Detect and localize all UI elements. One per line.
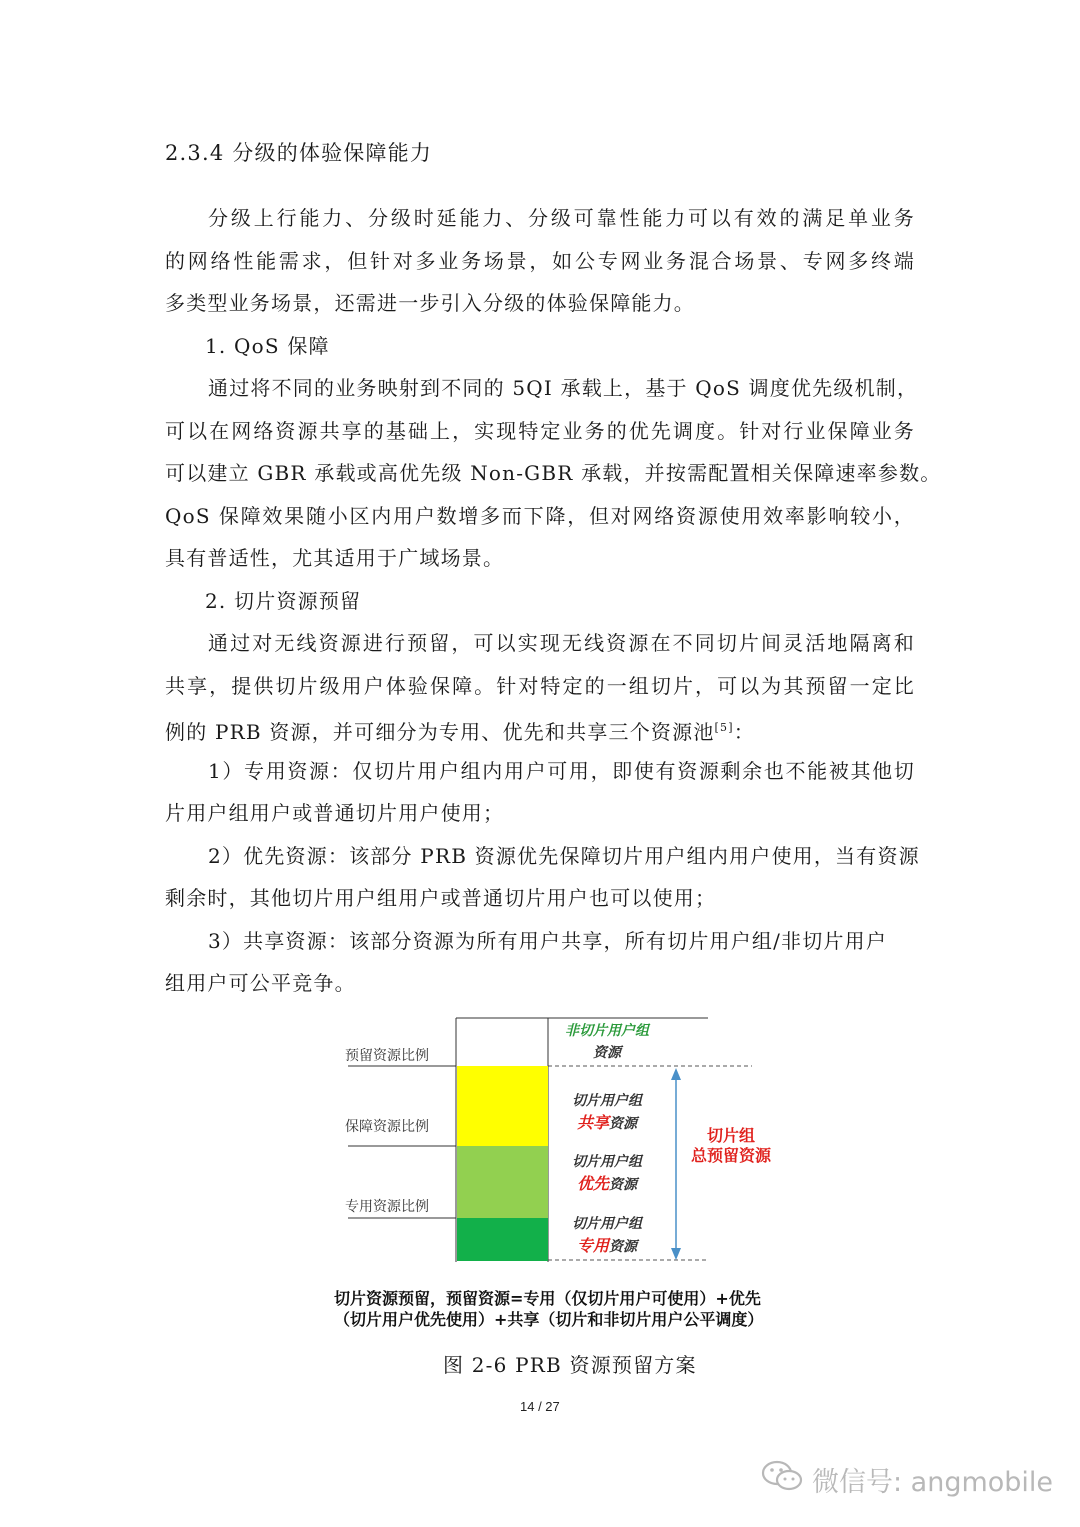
citation-5[interactable]: [5]: [714, 721, 734, 734]
priority-rest: 资源: [609, 1177, 637, 1193]
total-label-line1: 切片组: [706, 1126, 755, 1145]
dedicated-emph: 专用: [576, 1236, 609, 1255]
item2-line-3-tail: ：: [733, 720, 755, 744]
item1-line-2: 可以在网络资源共享的基础上，实现特定业务的优先调度。针对行业保障业务: [165, 419, 915, 443]
priority-region-label: [527, 1151, 687, 1196]
figure-caption-line-1: 切片资源预留，预留资源=专用（仅切片用户可使用）+优先: [334, 1289, 761, 1308]
non-slice-line1: 非切片用户组: [565, 1023, 649, 1039]
figure-title: 图 2-6 PRB 资源预留方案: [443, 1353, 697, 1377]
pool2-line-1: 2）优先资源：该部分 PRB 资源优先保障切片用户组内用户使用，当有资源: [208, 844, 920, 868]
item1-line-3: 可以建立 GBR 承载或高优先级 Non-GBR 承载，并按需配置相关保障速率参数。: [165, 461, 942, 485]
dedicated-line1: 切片用户组: [572, 1216, 642, 1232]
shared-rest: 资源: [609, 1116, 637, 1132]
shared-region-label: [527, 1090, 687, 1135]
intro-line-3: 多类型业务场景，还需进一步引入分级的体验保障能力。: [165, 291, 695, 315]
shared-emph: 共享: [576, 1113, 609, 1132]
item1-line-4: QoS 保障效果随小区内用户数增多而下降，但对网络资源使用效率影响较小，: [165, 504, 915, 528]
dedicated-rest: 资源: [609, 1239, 637, 1255]
priority-line1: 切片用户组: [572, 1154, 642, 1170]
pool1-line-2: 片用户组用户或普通切片用户使用；: [165, 801, 505, 825]
total-label-line2: 总预留资源: [690, 1146, 771, 1165]
item1-line-5: 具有普适性，尤其适用于广域场景。: [165, 546, 505, 570]
pool2-line-2: 剩余时，其他切片用户组用户或普通切片用户也可以使用；: [165, 886, 717, 910]
item2-heading: 2. 切片资源预留: [205, 589, 362, 613]
intro-line-1: 分级上行能力、分级时延能力、分级可靠性能力可以有效的满足单业务: [208, 206, 915, 230]
non-slice-line2: 资源: [593, 1045, 621, 1061]
page-number: 14 / 27: [520, 1399, 560, 1414]
label-dedicated-ratio: 专用资源比例: [345, 1199, 429, 1215]
shared-line1: 切片用户组: [572, 1093, 642, 1109]
pool3-line-2: 组用户可公平竞争。: [165, 971, 356, 995]
figure-caption-line-2: （切片用户优先使用）+共享（切片和非切片用户公平调度）: [334, 1310, 764, 1329]
item1-line-1: 通过将不同的业务映射到不同的 5QI 承载上，基于 QoS 调度优先级机制，: [208, 376, 919, 400]
total-arrow-up-head: [671, 1068, 681, 1080]
total-reserved-label: [686, 1126, 776, 1166]
item2-line-3-text: 例的 PRB 资源，并可细分为专用、优先和共享三个资源池: [165, 720, 715, 744]
watermark-text: 微信号: angmobile: [812, 1467, 1054, 1498]
pool1-line-1: 1）专用资源：仅切片用户组内用户可用，即使有资源剩余也不能被其他切: [208, 759, 915, 783]
section-heading: 2.3.4 分级的体验保障能力: [165, 141, 433, 165]
item2-line-1: 通过对无线资源进行预留，可以实现无线资源在不同切片间灵活地隔离和: [208, 631, 915, 655]
label-reserved-ratio: 预留资源比例: [345, 1048, 429, 1064]
pool3-line-1: 3）共享资源：该部分资源为所有用户共享，所有切片用户组/非切片用户: [208, 929, 888, 953]
priority-emph: 优先: [576, 1174, 609, 1193]
label-guaranteed-ratio: 保障资源比例: [345, 1119, 429, 1135]
intro-line-2: 的网络性能需求，但针对多业务场景，如公专网业务混合场景、专网多终端: [165, 249, 915, 273]
wechat-icon: [760, 1458, 806, 1494]
item2-line-2: 共享，提供切片级用户体验保障。针对特定的一组切片，可以为其预留一定比: [165, 674, 915, 698]
item1-heading: 1. QoS 保障: [205, 334, 330, 358]
non-slice-region-label: [527, 1020, 687, 1064]
dedicated-region-label: [527, 1213, 687, 1258]
